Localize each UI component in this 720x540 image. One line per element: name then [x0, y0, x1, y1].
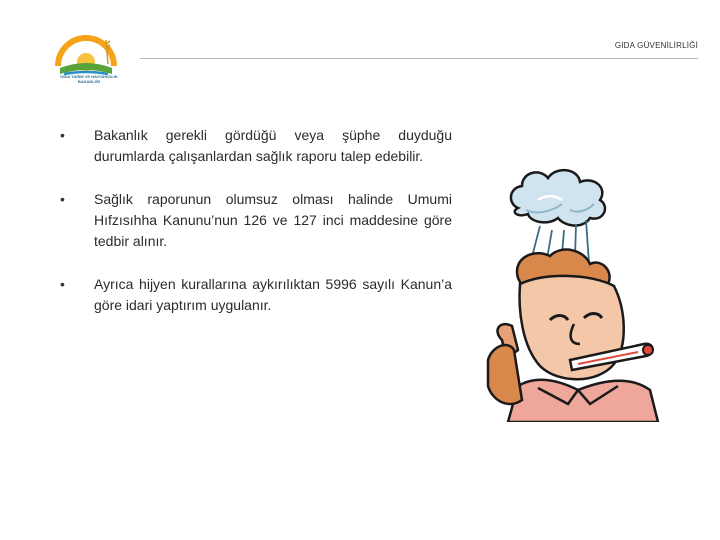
bullet-text: Sağlık raporunun olumsuz olması halinde Umumi Hıfzısıhha Kanunu’nun 126 ve 127 inci maddesine göre tedbir alınır. [94, 191, 452, 249]
bullet-item [60, 125, 452, 167]
header-divider [140, 58, 698, 59]
bullet-text: Bakanlık gerekli gördüğü veya şüphe duyduğu durumlarda çalışanlardan sağlık raporu talep edebilir. [94, 127, 452, 164]
shirt [508, 380, 658, 422]
rain-cloud [511, 170, 605, 225]
bullet-marker: • [60, 127, 65, 143]
header-title: GIDA GÜVENİLİRLİĞİ [614, 41, 698, 50]
logo-caption [44, 74, 134, 84]
logo-caption-line1: GIDA TARIM VE HAYVANCILIK [60, 74, 118, 79]
bullet-item [60, 274, 452, 316]
bullet-list [60, 125, 452, 338]
bullet-marker: • [60, 191, 65, 207]
shoulder [488, 345, 522, 404]
bullet-marker: • [60, 276, 65, 292]
bullet-item [60, 189, 452, 252]
sick-person-illustration [478, 160, 690, 422]
bullet-text: Ayrıca hijyen kurallarına aykırılıktan 5996 sayılı Kanun’a göre idari yaptırım uygulanır. [94, 276, 452, 313]
logo-caption-line2: BAKANLIĞI [77, 79, 101, 84]
